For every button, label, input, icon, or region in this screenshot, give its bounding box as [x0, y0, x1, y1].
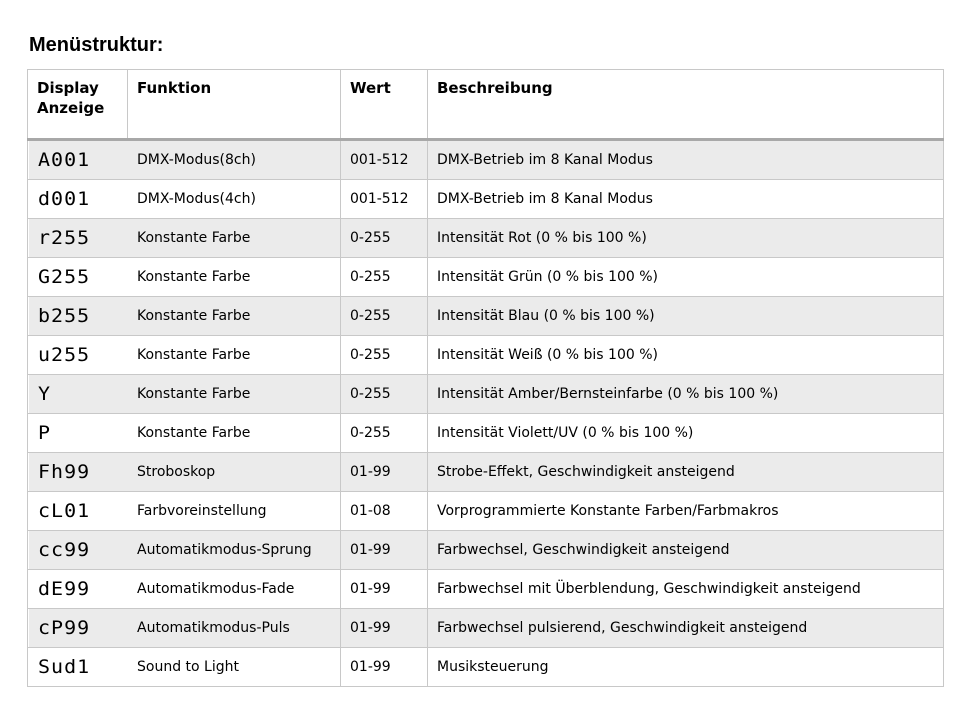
- description-cell: Intensität Amber/Bernsteinfarbe (0 % bis 100 %): [428, 375, 944, 414]
- description-cell: Intensität Blau (0 % bis 100 %): [428, 297, 944, 336]
- value-cell: 0-255: [341, 375, 428, 414]
- table-row: [28, 297, 944, 336]
- function-cell: Stroboskop: [128, 453, 341, 492]
- function-cell: Automatikmodus-Sprung: [128, 531, 341, 570]
- header-description: Beschreibung: [428, 70, 944, 140]
- description-cell: Intensität Violett/UV (0 % bis 100 %): [428, 414, 944, 453]
- description-cell: Vorprogrammierte Konstante Farben/Farbmakros: [428, 492, 944, 531]
- display-code-cell: dE99: [28, 570, 133, 609]
- table-row: [28, 375, 944, 414]
- display-code-cell: P: [28, 414, 133, 453]
- value-cell: 01-99: [341, 609, 428, 648]
- value-cell: 01-08: [341, 492, 428, 531]
- value-cell: 01-99: [341, 531, 428, 570]
- display-code-cell: A001: [28, 140, 133, 180]
- table-header-row: [28, 70, 944, 140]
- display-code-cell: cL01: [28, 492, 133, 531]
- function-cell: Konstante Farbe: [128, 297, 341, 336]
- function-cell: Konstante Farbe: [128, 219, 341, 258]
- value-cell: 0-255: [341, 414, 428, 453]
- value-cell: 0-255: [341, 258, 428, 297]
- display-code-cell: r255: [28, 219, 133, 258]
- header-value: Wert: [341, 70, 428, 140]
- function-cell: Konstante Farbe: [128, 336, 341, 375]
- table-row: [28, 570, 944, 609]
- display-code-cell: d001: [28, 180, 133, 219]
- display-code-cell: G255: [28, 258, 133, 297]
- display-code-cell: u255: [28, 336, 133, 375]
- description-cell: Intensität Grün (0 % bis 100 %): [428, 258, 944, 297]
- description-cell: DMX-Betrieb im 8 Kanal Modus: [428, 180, 944, 219]
- header-display: [28, 70, 128, 140]
- function-cell: Konstante Farbe: [128, 375, 341, 414]
- description-cell: Strobe-Effekt, Geschwindigkeit ansteigend: [428, 453, 944, 492]
- display-code-cell: cP99: [28, 609, 133, 648]
- value-cell: 01-99: [341, 453, 428, 492]
- function-cell: Konstante Farbe: [128, 414, 341, 453]
- function-cell: Konstante Farbe: [128, 258, 341, 297]
- table-row: [28, 648, 944, 687]
- value-cell: 001-512: [341, 140, 428, 180]
- description-cell: Farbwechsel, Geschwindigkeit ansteigend: [428, 531, 944, 570]
- value-cell: 0-255: [341, 297, 428, 336]
- function-cell: DMX-Modus(8ch): [128, 140, 341, 180]
- function-cell: Automatikmodus-Puls: [128, 609, 341, 648]
- value-cell: 01-99: [341, 570, 428, 609]
- function-cell: DMX-Modus(4ch): [128, 180, 341, 219]
- description-cell: Musiksteuerung: [428, 648, 944, 687]
- description-cell: Intensität Weiß (0 % bis 100 %): [428, 336, 944, 375]
- page-title: Menüstruktur:: [29, 34, 164, 56]
- table-row: [28, 140, 944, 180]
- table-row: [28, 531, 944, 570]
- table-row: [28, 336, 944, 375]
- display-code-cell: cc99: [28, 531, 133, 570]
- table-row: [28, 258, 944, 297]
- table-row: [28, 414, 944, 453]
- function-cell: Sound to Light: [128, 648, 341, 687]
- function-cell: Farbvoreinstellung: [128, 492, 341, 531]
- table-row: [28, 180, 944, 219]
- description-cell: Intensität Rot (0 % bis 100 %): [428, 219, 944, 258]
- display-code-cell: Fh99: [28, 453, 133, 492]
- header-function: Funktion: [128, 70, 341, 140]
- description-cell: DMX-Betrieb im 8 Kanal Modus: [428, 140, 944, 180]
- menu-structure-table: [27, 69, 944, 687]
- description-cell: Farbwechsel mit Überblendung, Geschwindigkeit ansteigend: [428, 570, 944, 609]
- value-cell: 0-255: [341, 336, 428, 375]
- table-row: [28, 219, 944, 258]
- function-cell: Automatikmodus-Fade: [128, 570, 341, 609]
- value-cell: 0-255: [341, 219, 428, 258]
- description-cell: Farbwechsel pulsierend, Geschwindigkeit ansteigend: [428, 609, 944, 648]
- value-cell: 001-512: [341, 180, 428, 219]
- table-row: [28, 492, 944, 531]
- value-cell: 01-99: [341, 648, 428, 687]
- display-code-cell: Sud1: [28, 648, 133, 687]
- display-code-cell: Y: [28, 375, 133, 414]
- table-row: [28, 453, 944, 492]
- table-body: [28, 140, 944, 687]
- display-code-cell: b255: [28, 297, 133, 336]
- table-row: [28, 609, 944, 648]
- header-display-line2: Anzeige: [37, 99, 105, 117]
- header-display-line1: Display: [37, 79, 99, 97]
